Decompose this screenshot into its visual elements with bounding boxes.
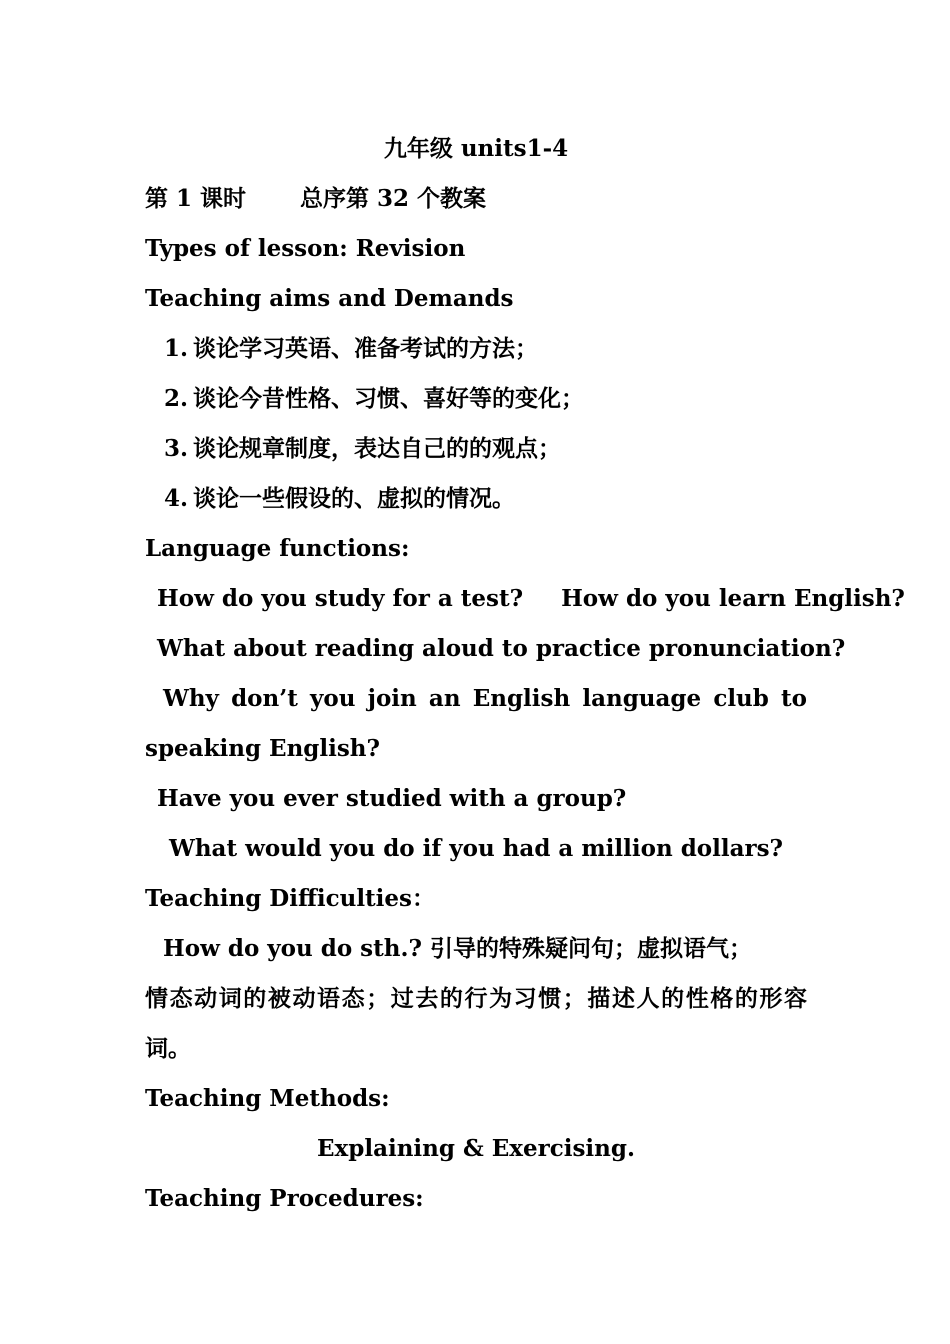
aim-number: 2.	[164, 385, 189, 412]
aim-item	[145, 324, 807, 374]
aim-text: 谈论规章制度，表达自己的的观点；	[193, 435, 561, 462]
difficulties-heading: Teaching Difficulties：	[145, 885, 435, 912]
lesson-number: 第 1 课时	[145, 185, 247, 212]
difficulty-line: How do you do sth.? 引导的特殊疑问句；虚拟语气；	[163, 935, 752, 962]
document-page	[145, 124, 905, 1224]
aim-number: 1.	[164, 335, 189, 362]
methods-text: Explaining & Exercising.	[317, 1135, 635, 1162]
function-line: What about reading aloud to practice pronunciation?	[157, 635, 846, 662]
methods-heading: Teaching Methods:	[145, 1085, 390, 1112]
aim-item	[145, 474, 807, 524]
function-question: How do you learn English?	[561, 585, 905, 612]
aim-text: 谈论学习英语、准备考试的方法；	[193, 335, 538, 362]
function-question: How do you study for a test?	[157, 585, 524, 612]
function-line	[145, 574, 905, 624]
function-line: Have you ever studied with a group?	[157, 785, 627, 812]
aims-heading: Teaching aims and Demands	[145, 285, 514, 312]
function-line: Why don’t you join an English language club to	[163, 685, 807, 712]
aim-item	[145, 374, 807, 424]
aim-text: 谈论一些假设的、虚拟的情况。	[193, 485, 515, 512]
lesson-type: Types of lesson: Revision	[145, 235, 466, 262]
procedures-heading: Teaching Procedures:	[145, 1185, 424, 1212]
difficulty-paragraph: 情态动词的被动语态；过去的行为习惯；描述人的性格的形容词。	[145, 985, 807, 1062]
aim-number: 3.	[164, 435, 189, 462]
aim-text: 谈论今昔性格、习惯、喜好等的变化；	[193, 385, 584, 412]
total-number: 总序第 32 个教案	[300, 185, 487, 212]
aim-item	[145, 424, 807, 474]
lesson-info	[145, 174, 807, 224]
functions-heading: Language functions:	[145, 535, 410, 562]
aim-number: 4.	[164, 485, 189, 512]
page-title: 九年级 units1-4	[383, 135, 569, 162]
function-line-continued: speaking English?	[145, 735, 381, 762]
function-line: What would you do if you had a million dollars?	[169, 835, 784, 862]
